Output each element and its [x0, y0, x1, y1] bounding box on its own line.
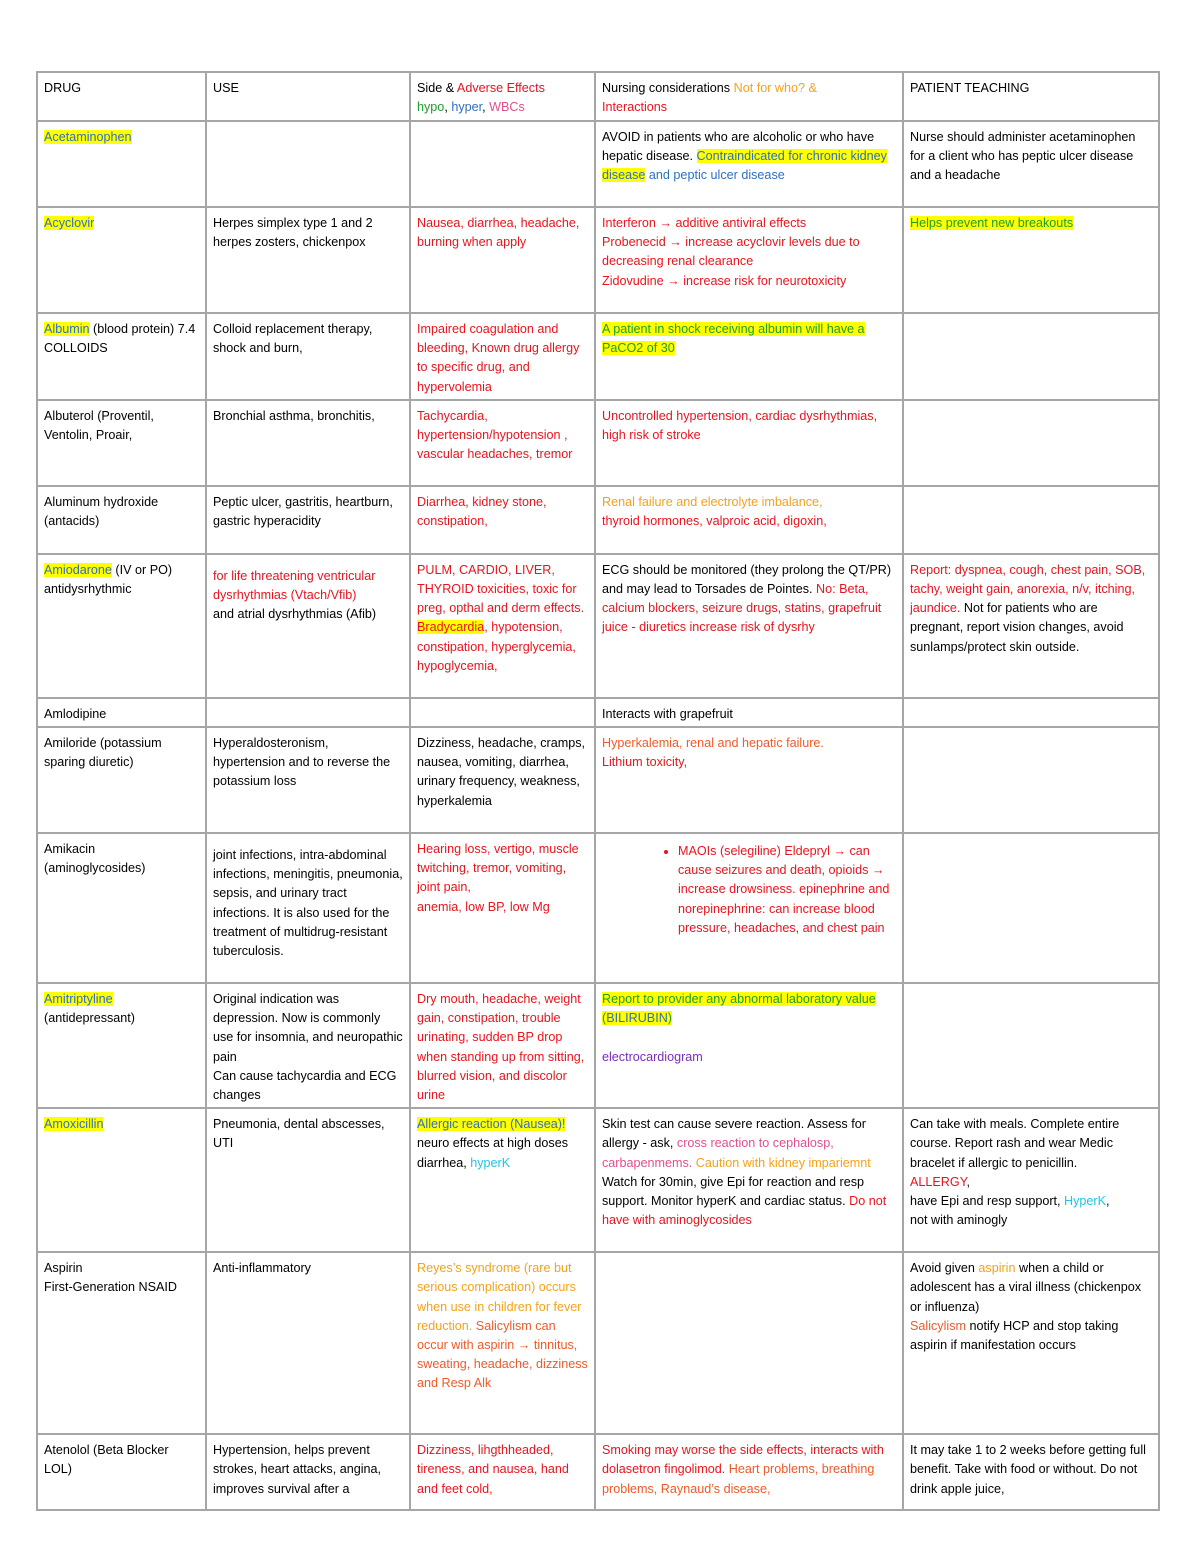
drug-cell: Albuterol (Proventil, Ventolin, Proair, [37, 400, 206, 486]
list-item: • MAOIs (selegiline) Eldepryl → can cause seizures and death, opioids → increase drowsiness. epinephrine and norepinephrine: can increase blood pressure, headaches, and chest pain [678, 842, 896, 938]
drug-cell: Amiloride (potassium sparing diuretic) [37, 727, 206, 833]
use-cell: Herpes simplex type 1 and 2 herpes zosters, chickenpox [206, 207, 410, 313]
drug-cell: Aspirin First-Generation NSAID [37, 1252, 206, 1434]
side-effects-cell: Diarrhea, kidney stone, constipation, [410, 486, 595, 554]
nursing-cell: Report to provider any abnormal laboratory value (BILIRUBIN) electrocardiogram [595, 983, 903, 1108]
teaching-cell: Report: dyspnea, cough, chest pain, SOB, tachy, weight gain, anorexia, n/v, itching, jaundice. Not for patients who are pregnant, report vision changes, avoid sunlamps/protect skin outside. [903, 554, 1159, 698]
nursing-cell: Smoking may worse the side effects, interacts with dolasetron fingolimod. Heart problems, breathing problems, Raynaud’s disease, [595, 1434, 903, 1510]
teaching-cell [903, 313, 1159, 400]
drug-cell: Amiodarone (IV or PO) antidysrhythmic [37, 554, 206, 698]
use-cell: Original indication was depression. Now is commonly use for insomnia, and neuropathic pain Can cause tachycardia and ECG changes [206, 983, 410, 1108]
use-cell: Hyperaldosteronism, hypertension and to reverse the potassium loss [206, 727, 410, 833]
table-row [37, 727, 1159, 833]
header-teaching: PATIENT TEACHING [903, 72, 1159, 121]
side-effects-cell: Dizziness, lihgthheaded, tireness, and nausea, hand and feet cold, [410, 1434, 595, 1510]
side-effects-cell: Dry mouth, headache, weight gain, constipation, trouble urinating, sudden BP drop when standing up from sitting, blurred vision, and discolor urine [410, 983, 595, 1108]
use-cell: Anti-inflammatory [206, 1252, 410, 1434]
teaching-cell: Helps prevent new breakouts [903, 207, 1159, 313]
use-cell [206, 698, 410, 727]
table-row [37, 400, 1159, 486]
drug-cell: Acyclovir [37, 207, 206, 313]
drug-cell: Amoxicillin [37, 1108, 206, 1252]
header-side-effects: Side & Adverse Effects hypo, hyper, WBCs [410, 72, 595, 121]
drug-cell: Amlodipine [37, 698, 206, 727]
nursing-cell: ECG should be monitored (they prolong the QT/PR) and may lead to Torsades de Pointes. No: Beta, calcium blockers, seizure drugs, statins, grapefruit juice - diuretics increase risk of dysrhy [595, 554, 903, 698]
side-effects-cell: Nausea, diarrhea, headache, burning when apply [410, 207, 595, 313]
header-use: USE [206, 72, 410, 121]
teaching-cell [903, 698, 1159, 727]
table-row [37, 207, 1159, 313]
teaching-cell: It may take 1 to 2 weeks before getting full benefit. Take with food or without. Do not drink apple juice, [903, 1434, 1159, 1510]
drug-table [36, 71, 1160, 1511]
teaching-cell [903, 400, 1159, 486]
table-row [37, 554, 1159, 698]
nursing-cell: A patient in shock receiving albumin will have a PaCO2 of 30 [595, 313, 903, 400]
drug-cell: Aluminum hydroxide (antacids) [37, 486, 206, 554]
side-effects-cell: PULM, CARDIO, LIVER, THYROID toxicities, toxic for preg, opthal and derm effects. Bradycardia, hypotension, constipation, hyperglycemia, hypoglycemia, [410, 554, 595, 698]
table-row [37, 1252, 1159, 1434]
nursing-cell: Skin test can cause severe reaction. Assess for allergy - ask, cross reaction to cephalosp, carbapenmems. Caution with kidney impariemnt Watch for 30min, give Epi for reaction and resp support. Monitor hyperK and cardiac status. Do not have with aminoglycosides [595, 1108, 903, 1252]
table-row [37, 983, 1159, 1108]
use-cell: for life threatening ventricular dysrhythmias (Vtach/Vfib) and atrial dysrhythmias (Afib) [206, 554, 410, 698]
nursing-cell: Interacts with grapefruit [595, 698, 903, 727]
side-effects-cell: Allergic reaction (Nausea)! neuro effects at high doses diarrhea, hyperK [410, 1108, 595, 1252]
teaching-cell [903, 833, 1159, 983]
table-row [37, 121, 1159, 207]
nursing-cell: Renal failure and electrolyte imbalance, thyroid hormones, valproic acid, digoxin, [595, 486, 903, 554]
side-effects-cell: Hearing loss, vertigo, muscle twitching, tremor, vomiting, joint pain, anemia, low BP, low Mg [410, 833, 595, 983]
use-cell: joint infections, intra-abdominal infections, meningitis, pneumonia, sepsis, and urinary tract infections. It is also used for the treatment of multidrug-resistant tuberculosis. [206, 833, 410, 983]
nursing-cell: Uncontrolled hypertension, cardiac dysrhythmias, high risk of stroke [595, 400, 903, 486]
table-row [37, 313, 1159, 400]
teaching-cell [903, 983, 1159, 1108]
drug-cell: Acetaminophen [37, 121, 206, 207]
side-effects-cell: Impaired coagulation and bleeding, Known drug allergy to specific drug, and hypervolemia [410, 313, 595, 400]
drug-cell: Atenolol (Beta Blocker LOL) [37, 1434, 206, 1510]
use-cell [206, 121, 410, 207]
teaching-cell: Avoid given aspirin when a child or adolescent has a viral illness (chickenpox or influenza) Salicylism notify HCP and stop taking aspirin if manifestation occurs [903, 1252, 1159, 1434]
use-cell: Peptic ulcer, gastritis, heartburn, gastric hyperacidity [206, 486, 410, 554]
teaching-cell: Can take with meals. Complete entire course. Report rash and wear Medic bracelet if allergic to penicillin. ALLERGY, have Epi and resp support, HyperK, not with aminogly [903, 1108, 1159, 1252]
side-effects-cell: Tachycardia, hypertension/hypotension , vascular headaches, tremor [410, 400, 595, 486]
use-cell: Colloid replacement therapy, shock and burn, [206, 313, 410, 400]
table-row [37, 1108, 1159, 1252]
teaching-cell [903, 727, 1159, 833]
drug-cell: Albumin (blood protein) 7.4 COLLOIDS [37, 313, 206, 400]
side-effects-cell: Dizziness, headache, cramps, nausea, vomiting, diarrhea, urinary frequency, weakness, hyperkalemia [410, 727, 595, 833]
drug-cell: Amikacin (aminoglycosides) [37, 833, 206, 983]
table-row [37, 698, 1159, 727]
table-row [37, 1434, 1159, 1510]
side-effects-cell [410, 121, 595, 207]
drug-cell: Amitriptyline (antidepressant) [37, 983, 206, 1108]
teaching-cell: Nurse should administer acetaminophen for a client who has peptic ulcer disease and a headache [903, 121, 1159, 207]
use-cell: Pneumonia, dental abscesses, UTI [206, 1108, 410, 1252]
header-drug: DRUG [37, 72, 206, 121]
side-effects-cell: Reyes’s syndrome (rare but serious complication) occurs when use in children for fever reduction. Salicylism can occur with aspirin → tinnitus, sweating, headache, dizziness and Resp Alk [410, 1252, 595, 1434]
nursing-cell: Hyperkalemia, renal and hepatic failure. Lithium toxicity, [595, 727, 903, 833]
nursing-cell [595, 833, 903, 983]
use-cell: Bronchial asthma, bronchitis, [206, 400, 410, 486]
teaching-cell [903, 486, 1159, 554]
header-nursing: Nursing considerations Not for who? & Interactions [595, 72, 903, 121]
table-row [37, 833, 1159, 983]
nursing-cell: Interferon → additive antiviral effects Probenecid → increase acyclovir levels due to decreasing renal clearance Zidovudine → increase risk for neurotoxicity [595, 207, 903, 313]
table-header-row [37, 72, 1159, 121]
use-cell: Hypertension, helps prevent strokes, heart attacks, angina, improves survival after a [206, 1434, 410, 1510]
side-effects-cell [410, 698, 595, 727]
table-row [37, 486, 1159, 554]
nursing-cell [595, 1252, 903, 1434]
nursing-cell: AVOID in patients who are alcoholic or who have hepatic disease. Contraindicated for chronic kidney disease and peptic ulcer disease [595, 121, 903, 207]
